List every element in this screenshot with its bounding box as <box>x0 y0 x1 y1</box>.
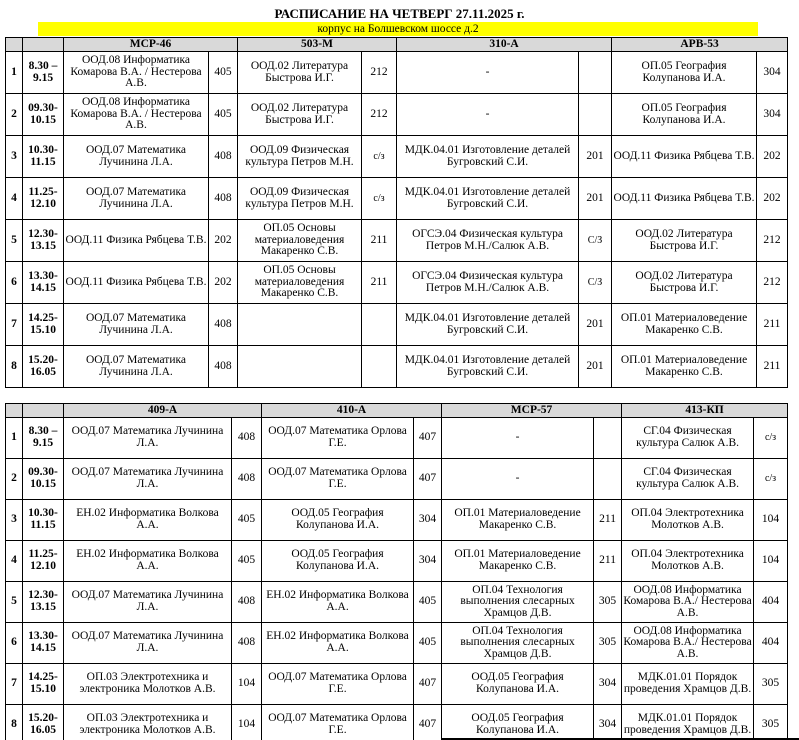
room-cell: 201 <box>579 178 612 220</box>
lesson-number: 6 <box>6 623 23 664</box>
lesson-time: 09.30- 10.15 <box>23 94 64 136</box>
table-row <box>6 623 788 664</box>
room-cell: с/з <box>754 418 788 459</box>
room-cell: 104 <box>754 500 788 541</box>
room-cell: 304 <box>414 541 442 582</box>
lesson-number: 7 <box>6 664 23 705</box>
room-cell: 305 <box>594 582 622 623</box>
room-cell: 212 <box>757 220 788 262</box>
room-cell: 201 <box>579 346 612 388</box>
subject-cell: ОП.04 Электротехника Молотков А.В. <box>622 541 754 582</box>
subject-cell: ОП.03 Электротехника и электроника Молотков А.В. <box>64 705 232 740</box>
table-header-row <box>6 404 788 418</box>
subject-cell: МДК.04.01 Изготовление деталей Бугровский С.И. <box>397 346 579 388</box>
subject-cell: ОП.04 Технология выполнения слесарных Храмцов Д.В. <box>442 582 594 623</box>
subject-cell: ОП.05 География Колупанова И.А. <box>612 52 757 94</box>
subject-cell: ООД.07 Математика Лучинина Л.А. <box>64 304 209 346</box>
room-cell: 201 <box>579 304 612 346</box>
table-row <box>6 304 788 346</box>
room-cell: 305 <box>594 623 622 664</box>
room-cell: 404 <box>754 623 788 664</box>
lesson-number: 8 <box>6 346 23 388</box>
group-header: 503-М <box>238 38 397 52</box>
subject-cell <box>238 346 362 388</box>
group-header: 413-КП <box>622 404 788 418</box>
subject-cell: ООД.08 Информатика Комарова В.А./ Нестерова А.В. <box>622 582 754 623</box>
room-cell: 405 <box>232 500 262 541</box>
subject-cell: ООД.02 Литература Быстрова И.Г. <box>238 52 362 94</box>
subject-cell: ООД.05 География Колупанова И.А. <box>262 500 414 541</box>
subject-cell: ЕН.02 Информатика Волкова А.А. <box>262 582 414 623</box>
room-cell: 202 <box>757 136 788 178</box>
room-cell: 408 <box>209 304 238 346</box>
room-cell: 304 <box>414 500 442 541</box>
subject-cell: МДК.04.01 Изготовление деталей Бугровский С.И. <box>397 178 579 220</box>
room-cell: 408 <box>232 623 262 664</box>
lesson-number: 6 <box>6 262 23 304</box>
subject-cell: ООД.09 Физическая культура Петров М.Н. <box>238 136 362 178</box>
subject-cell: - <box>397 94 579 136</box>
subject-cell: ЕН.02 Информатика Волкова А.А. <box>262 623 414 664</box>
room-cell: 304 <box>594 664 622 705</box>
room-cell: 408 <box>232 418 262 459</box>
subject-cell: - <box>442 459 594 500</box>
lesson-number: 1 <box>6 52 23 94</box>
schedule-table-1 <box>5 37 788 388</box>
subject-cell: МДК.04.01 Изготовление деталей Бугровский С.И. <box>397 304 579 346</box>
lesson-number: 1 <box>6 418 23 459</box>
lesson-number: 5 <box>6 582 23 623</box>
lesson-time: 13.30- 14.15 <box>23 623 64 664</box>
subject-cell: ЕН.02 Информатика Волкова А.А. <box>64 541 232 582</box>
subject-cell: ООД.08 Информатика Комарова В.А. / Нестерова А.В. <box>64 94 209 136</box>
room-cell: 405 <box>414 623 442 664</box>
room-cell: 104 <box>232 664 262 705</box>
room-cell <box>362 346 397 388</box>
room-cell: 104 <box>232 705 262 740</box>
table-row <box>6 52 788 94</box>
subject-cell: ОП.04 Технология выполнения слесарных Храмцов Д.В. <box>442 623 594 664</box>
room-cell <box>594 418 622 459</box>
subject-cell: ОП.01 Материаловедение Макаренко С.В. <box>442 541 594 582</box>
subject-cell: ООД.07 Математика Лучинина Л.А. <box>64 136 209 178</box>
page-title: РАСПИСАНИЕ НА ЧЕТВЕРГ 27.11.2025 г. <box>274 6 525 21</box>
subject-cell: ООД.07 Математика Лучинина Л.А. <box>64 418 232 459</box>
room-cell: 407 <box>414 459 442 500</box>
subject-cell: ООД.05 География Колупанова И.А. <box>262 541 414 582</box>
room-cell: 304 <box>757 52 788 94</box>
group-header: 310-А <box>397 38 612 52</box>
subject-cell: ООД.08 Информатика Комарова В.А. / Нестерова А.В. <box>64 52 209 94</box>
group-header: 410-А <box>262 404 442 418</box>
room-cell: 408 <box>209 178 238 220</box>
room-cell <box>594 459 622 500</box>
table-row <box>6 500 788 541</box>
lesson-number: 8 <box>6 705 23 740</box>
subject-cell: ООД.02 Литература Быстрова И.Г. <box>612 220 757 262</box>
lesson-time: 15.20- 16.05 <box>23 346 64 388</box>
lesson-time: 14.25- 15.10 <box>23 664 64 705</box>
table-header-row <box>6 38 788 52</box>
table-row <box>6 346 788 388</box>
room-cell <box>579 52 612 94</box>
group-header: 409-А <box>64 404 262 418</box>
table-row <box>6 136 788 178</box>
lesson-time: 10.30- 11.15 <box>23 136 64 178</box>
room-cell: 202 <box>209 220 238 262</box>
lesson-number: 3 <box>6 500 23 541</box>
room-cell: 408 <box>209 136 238 178</box>
room-cell: С/З <box>579 220 612 262</box>
group-header: МСР-57 <box>442 404 622 418</box>
room-cell: 304 <box>594 705 622 740</box>
room-cell: 211 <box>594 500 622 541</box>
subject-cell: ООД.02 Литература Быстрова И.Г. <box>238 94 362 136</box>
room-cell: 211 <box>757 304 788 346</box>
room-cell: 211 <box>362 220 397 262</box>
subject-cell: ООД.07 Математика Лучинина Л.А. <box>64 623 232 664</box>
subject-cell: ОГСЭ.04 Физическая культура Петров М.Н./Салюк А.В. <box>397 262 579 304</box>
subject-cell: ООД.11 Физика Рябцева Т.В. <box>612 178 757 220</box>
subject-cell: ОП.01 Материаловедение Макаренко С.В. <box>442 500 594 541</box>
subject-cell: ОП.04 Электротехника Молотков А.В. <box>622 500 754 541</box>
room-cell: с/з <box>362 178 397 220</box>
table-row <box>6 94 788 136</box>
room-cell: 405 <box>209 52 238 94</box>
subject-cell: ООД.07 Математика Лучинина Л.А. <box>64 459 232 500</box>
subject-cell: ООД.11 Физика Рябцева Т.В. <box>612 136 757 178</box>
subject-cell: ООД.11 Физика Рябцева Т.В. <box>64 220 209 262</box>
room-cell: 201 <box>579 136 612 178</box>
room-cell: 212 <box>757 262 788 304</box>
room-cell: 212 <box>362 94 397 136</box>
subject-cell: МДК.01.01 Порядок проведения Храмцов Д.В. <box>622 664 754 705</box>
lesson-number: 2 <box>6 94 23 136</box>
subject-cell: ЕН.02 Информатика Волкова А.А. <box>64 500 232 541</box>
table-row <box>6 262 788 304</box>
room-cell: 212 <box>362 52 397 94</box>
subject-cell: ООД.02 Литература Быстрова И.Г. <box>612 262 757 304</box>
lesson-time: 8.30 – 9.15 <box>23 418 64 459</box>
subject-cell: ООД.11 Физика Рябцева Т.В. <box>64 262 209 304</box>
subject-cell <box>238 304 362 346</box>
subject-cell: ООД.07 Математика Лучинина Л.А. <box>64 582 232 623</box>
subject-cell: ООД.05 География Колупанова И.А. <box>442 664 594 705</box>
room-cell: 405 <box>209 94 238 136</box>
lesson-time: 11.25- 12.10 <box>23 541 64 582</box>
table-row <box>6 705 788 740</box>
subject-cell: ООД.07 Математика Орлова Г.Е. <box>262 705 414 740</box>
room-cell: С/З <box>579 262 612 304</box>
lesson-number: 5 <box>6 220 23 262</box>
subject-cell: ООД.07 Математика Орлова Г.Е. <box>262 459 414 500</box>
lesson-time: 14.25- 15.10 <box>23 304 64 346</box>
room-cell: 304 <box>757 94 788 136</box>
room-cell <box>579 94 612 136</box>
schedule-table-2 <box>5 403 788 740</box>
subject-cell: ОП.01 Материаловедение Макаренко С.В. <box>612 346 757 388</box>
subject-cell: ООД.09 Физическая культура Петров М.Н. <box>238 178 362 220</box>
subject-cell: ОП.05 География Колупанова И.А. <box>612 94 757 136</box>
table-row <box>6 541 788 582</box>
room-cell: 405 <box>232 541 262 582</box>
lesson-number: 2 <box>6 459 23 500</box>
table-row <box>6 664 788 705</box>
room-cell: 202 <box>209 262 238 304</box>
subject-cell: ООД.07 Математика Орлова Г.Е. <box>262 664 414 705</box>
room-cell: с/з <box>754 459 788 500</box>
subject-cell: ОП.05 Основы материаловедения Макаренко С.В. <box>238 220 362 262</box>
group-header: АРВ-53 <box>612 38 788 52</box>
subject-cell: ОП.03 Электротехника и электроника Молотков А.В. <box>64 664 232 705</box>
room-cell: 104 <box>754 541 788 582</box>
subject-cell: ООД.07 Математика Лучинина Л.А. <box>64 346 209 388</box>
lesson-number: 4 <box>6 541 23 582</box>
table-row <box>6 178 788 220</box>
room-cell: 408 <box>232 582 262 623</box>
room-cell: 404 <box>754 582 788 623</box>
room-cell: 408 <box>232 459 262 500</box>
lesson-time: 8.30 – 9.15 <box>23 52 64 94</box>
lesson-number: 4 <box>6 178 23 220</box>
lesson-time: 15.20- 16.05 <box>23 705 64 740</box>
room-cell: 305 <box>754 705 788 740</box>
room-cell: с/з <box>362 136 397 178</box>
table-row <box>6 418 788 459</box>
room-cell: 407 <box>414 418 442 459</box>
room-cell: 405 <box>414 582 442 623</box>
lesson-number: 7 <box>6 304 23 346</box>
room-cell: 202 <box>757 178 788 220</box>
subject-cell: ООД.08 Информатика Комарова В.А./ Нестерова А.В. <box>622 623 754 664</box>
lesson-time: 13.30- 14.15 <box>23 262 64 304</box>
subject-cell: СГ.04 Физическая культура Салюк А.В. <box>622 459 754 500</box>
room-cell: 211 <box>594 541 622 582</box>
room-cell: 211 <box>362 262 397 304</box>
lesson-time: 12.30- 13.15 <box>23 582 64 623</box>
room-cell <box>362 304 397 346</box>
table-row <box>6 582 788 623</box>
subject-cell: ООД.07 Математика Лучинина Л.А. <box>64 178 209 220</box>
subject-cell: СГ.04 Физическая культура Салюк А.В. <box>622 418 754 459</box>
lesson-time: 09.30- 10.15 <box>23 459 64 500</box>
subject-cell: ООД.07 Математика Орлова Г.Е. <box>262 418 414 459</box>
subject-cell: МДК.01.01 Порядок проведения Храмцов Д.В. <box>622 705 754 740</box>
lesson-time: 10.30- 11.15 <box>23 500 64 541</box>
subject-cell: ОП.01 Материаловедение Макаренко С.В. <box>612 304 757 346</box>
subject-cell: - <box>397 52 579 94</box>
room-cell: 408 <box>209 346 238 388</box>
subject-cell: ООД.05 География Колупанова И.А. <box>442 705 594 740</box>
lesson-time: 12.30- 13.15 <box>23 220 64 262</box>
table-row <box>6 459 788 500</box>
room-cell: 211 <box>757 346 788 388</box>
subject-cell: МДК.04.01 Изготовление деталей Бугровский С.И. <box>397 136 579 178</box>
location-subtitle: корпус на Болшевском шоссе д.2 <box>38 22 758 36</box>
room-cell: 407 <box>414 705 442 740</box>
group-header: МСР-46 <box>64 38 238 52</box>
subject-cell: - <box>442 418 594 459</box>
subject-cell: ОП.05 Основы материаловедения Макаренко С.В. <box>238 262 362 304</box>
table-row <box>6 220 788 262</box>
lesson-time: 11.25- 12.10 <box>23 178 64 220</box>
room-cell: 305 <box>754 664 788 705</box>
room-cell: 407 <box>414 664 442 705</box>
lesson-number: 3 <box>6 136 23 178</box>
subject-cell: ОГСЭ.04 Физическая культура Петров М.Н./Салюк А.В. <box>397 220 579 262</box>
